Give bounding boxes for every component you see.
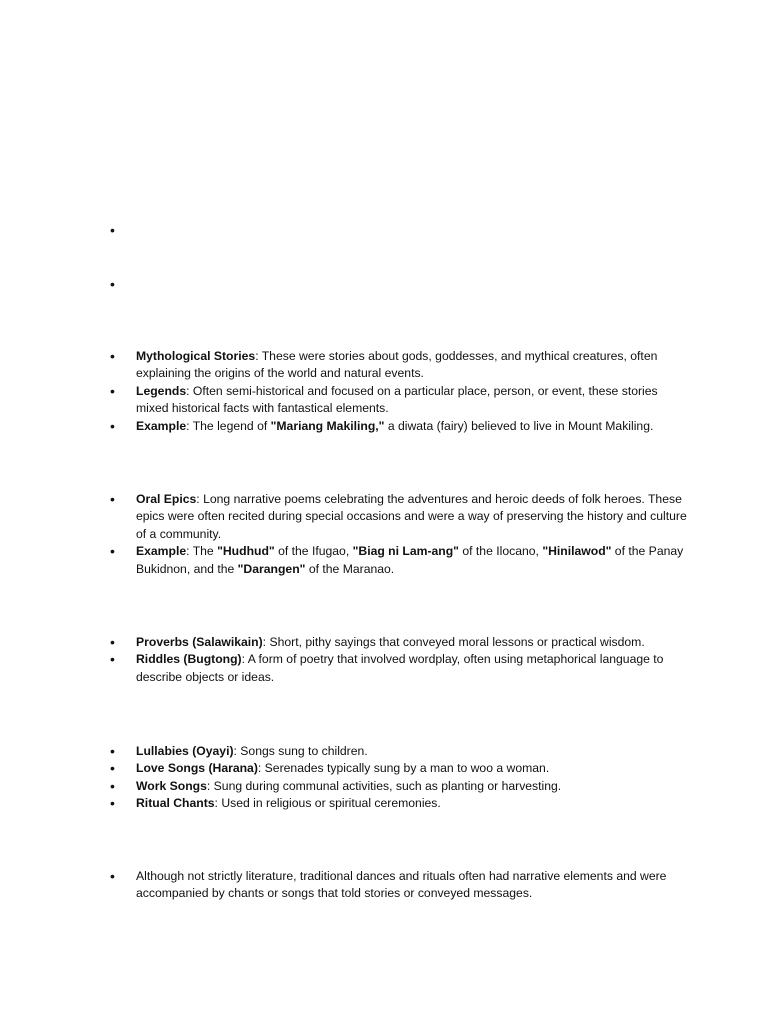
item-lead: Example — [136, 418, 187, 433]
list-item — [108, 743, 688, 760]
list-item — [108, 491, 688, 543]
list-item — [108, 383, 688, 418]
bold-title: "Biag ni Lam-ang" — [352, 544, 459, 559]
item-text: : Used in religious or spiritual ceremonies. — [214, 796, 441, 811]
item-text: : Often semi-historical and focused on a particular place, person, or event, these stories mixed historical facts with fantastical elements. — [136, 383, 658, 416]
item-lead: Riddles (Bugtong) — [136, 652, 242, 667]
item-text: Although not strictly literature, traditional dances and rituals often had narrative elements and were accompanied by chants or songs that told stories or conveyed messages. — [136, 869, 667, 901]
item-text: : Songs sung to children. — [233, 744, 368, 758]
list-item — [108, 651, 688, 686]
item-lead: Legends — [136, 383, 187, 398]
item-lead: Example — [136, 544, 187, 559]
item-text: : Serenades typically sung by a man to woo a woman. — [257, 761, 550, 776]
item-text: : The — [186, 544, 218, 559]
list-item — [108, 760, 688, 777]
empty-bullet — [108, 222, 688, 239]
list-item — [108, 778, 688, 795]
item-lead: Proverbs (Salawikain) — [136, 635, 263, 649]
bold-title: "Hudhud" — [217, 544, 275, 559]
item-lead: Mythological Stories — [136, 349, 256, 363]
bold-title: "Mariang Makiling," — [270, 418, 385, 433]
dances-list — [108, 868, 688, 903]
item-text: : A form of poetry that involved wordplay, often using metaphorical language to describe objects or ideas. — [136, 652, 664, 684]
songs-list — [108, 743, 688, 813]
proverbs-list — [108, 634, 688, 686]
epics-list — [108, 491, 688, 578]
item-text: of the Panay Bukidnon, and the — [136, 544, 684, 576]
item-lead: Love Songs (Harana) — [136, 761, 258, 776]
list-item — [108, 634, 688, 651]
item-lead: Work Songs — [136, 778, 207, 793]
list-item — [108, 348, 688, 383]
item-text: of the Maranao. — [305, 561, 395, 576]
empty-bullet — [108, 276, 688, 293]
item-text: a diwata (fairy) believed to live in Mount Makiling. — [384, 418, 654, 433]
item-text: : Long narrative poems celebrating the adventures and heroic deeds of folk heroes. These epics were often recited during special occasions and were a way of preserving the history and culture of a community. — [136, 492, 687, 541]
list-item — [108, 795, 688, 812]
item-text: : Short, pithy sayings that conveyed moral lessons or practical wisdom. — [262, 635, 645, 649]
item-text: of the Ilocano, — [458, 544, 543, 559]
bold-title: "Darangen" — [237, 561, 306, 576]
item-text: : The legend of — [186, 418, 271, 433]
item-lead: Lullabies (Oyayi) — [136, 744, 234, 758]
empty-bullet-list-2 — [108, 276, 688, 293]
list-item — [108, 868, 688, 903]
list-item — [108, 418, 688, 435]
item-lead: Ritual Chants — [136, 796, 215, 811]
item-text: : Sung during communal activities, such as planting or harvesting. — [206, 778, 562, 793]
item-text: : These were stories about gods, goddesses, and mythical creatures, often explaining the origins of the world and natural events. — [136, 349, 658, 381]
bold-title: "Hinilawod" — [542, 544, 612, 559]
mythology-list — [108, 348, 688, 435]
item-lead: Oral Epics — [136, 492, 197, 506]
empty-bullet-list-1 — [108, 222, 688, 239]
list-item — [108, 543, 688, 578]
item-text: of the Ifugao, — [274, 544, 353, 559]
